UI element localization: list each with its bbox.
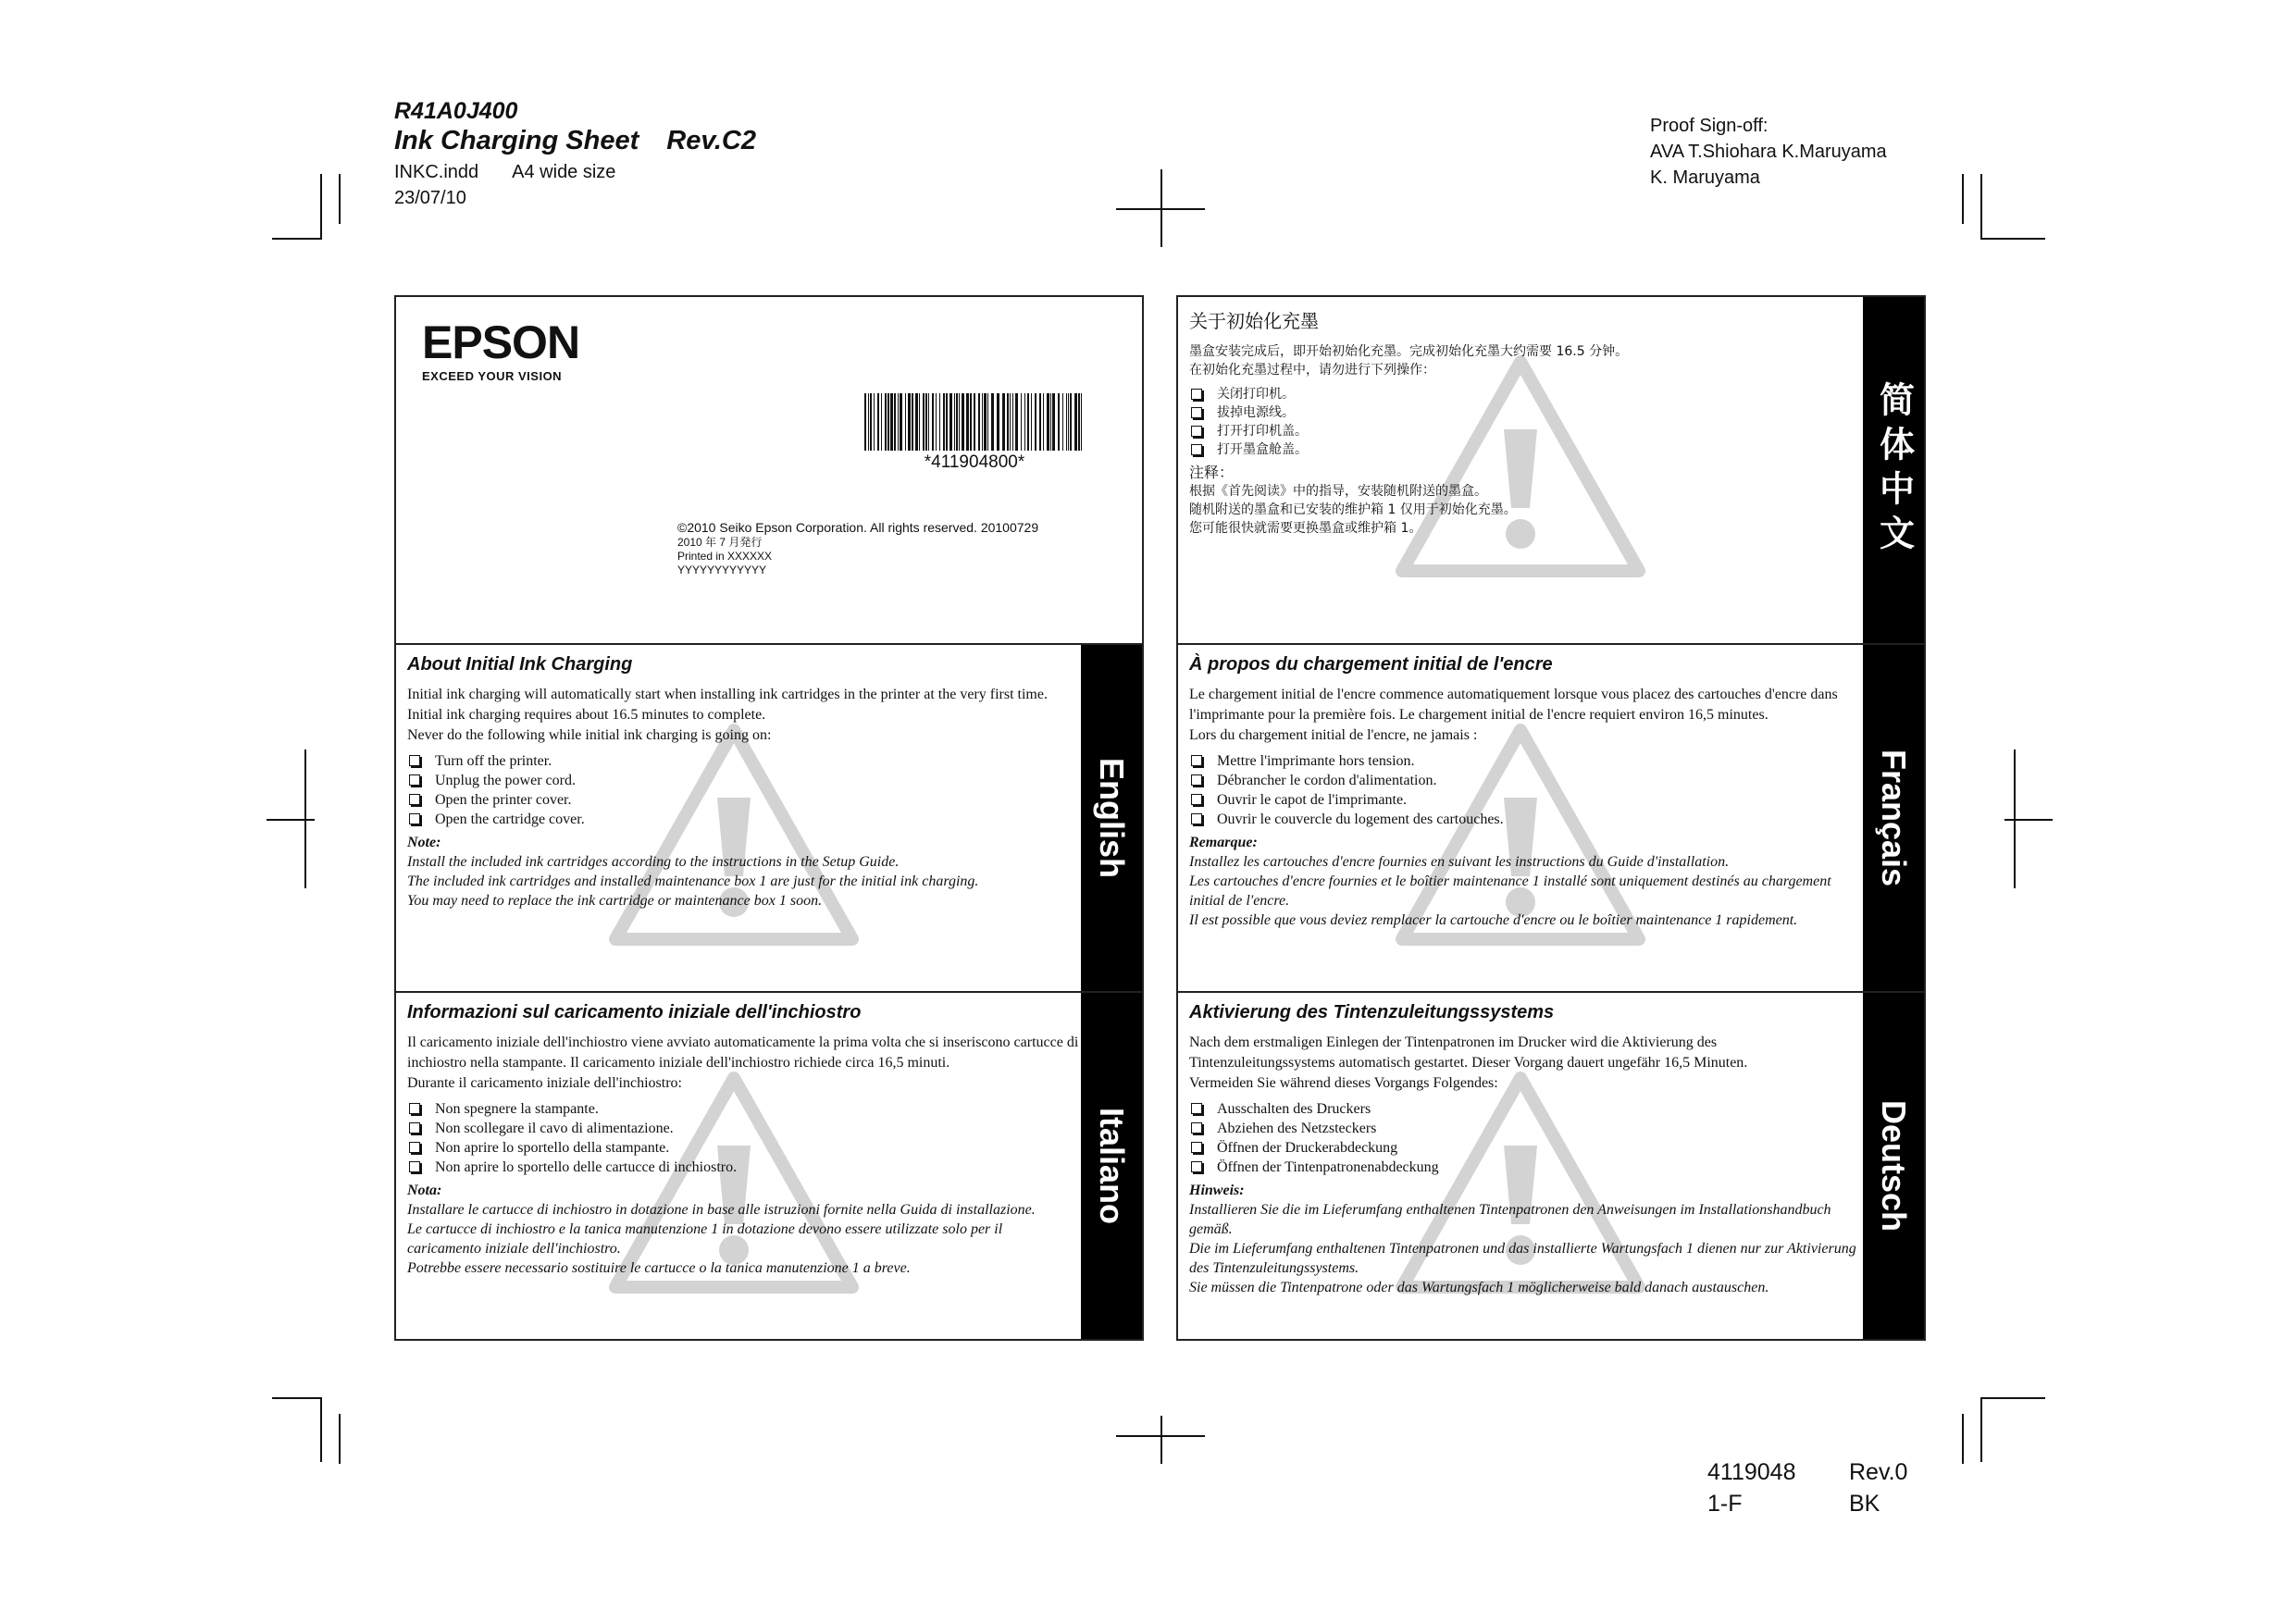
french-content xyxy=(1189,654,1861,985)
french-note-2: Les cartouches d'encre fournies et le boîtier maintenance 1 installé sont uniquement destinés au chargement initial de l'encre. xyxy=(1189,873,1831,909)
italian-note-2: Le cartucce di inchiostro e la tanica manutenzione 1 in dotazione devono essere utilizzate solo per il caricamento iniziale dell'inchiostro. xyxy=(407,1221,1003,1257)
barcode xyxy=(864,393,1085,451)
list-item: 拔掉电源线。 xyxy=(1189,403,1861,422)
italian-checklist xyxy=(407,1099,1079,1177)
italian-tab-label: Italiano xyxy=(1093,1107,1131,1225)
barcode-number: *411904800* xyxy=(924,452,1025,472)
list-item: Turn off the printer. xyxy=(407,751,1079,771)
italian-paragraph-1: Il caricamento iniziale dell'inchiostro viene avviato automaticamente la prima volta che si inseriscono cartucce di inchiostro nella stampante. Il caricamento iniziale dell'inchiostro richiede circa 16,5 minuti. xyxy=(407,1035,1079,1071)
french-checklist xyxy=(1189,751,1861,829)
file-name: INKC.indd xyxy=(394,162,479,182)
copyright: ©2010 Seiko Epson Corporation. All rights reserved. 20100729 xyxy=(677,520,1039,535)
english-paragraph-2: Never do the following while initial ink charging is going on: xyxy=(407,727,772,743)
english-paragraph-1: Initial ink charging will automatically start when installing ink cartridges in the printer at the very first time. Initial ink charging requires about 16.5 minutes to complete. xyxy=(407,687,1048,723)
english-title: About Initial Ink Charging xyxy=(407,654,633,675)
list-item: Öffnen der Druckerabdeckung xyxy=(1189,1138,1861,1158)
italian-note-label: Nota: xyxy=(407,1183,442,1198)
list-item: Non scollegare il cavo di alimentazione. xyxy=(407,1119,1079,1138)
list-item: Abziehen des Netzsteckers xyxy=(1189,1119,1861,1138)
german-tab-label: Deutsch xyxy=(1875,1099,1913,1233)
german-note-2: Die im Lieferumfang enthaltenen Tintenpatronen und das installierte Wartungsfach 1 dienen nur zur Aktivierung des Tintenzuleitungssystems. xyxy=(1189,1241,1856,1276)
french-note-3: Il est possible que vous deviez remplacer la cartouche d'encre ou le boîtier maintenance 1 rapidement. xyxy=(1189,912,1798,928)
german-title: Aktivierung des Tintenzuleitungssystems xyxy=(1189,1002,1555,1022)
paper-size: A4 wide size xyxy=(512,162,616,182)
english-tab-label: English xyxy=(1093,757,1131,879)
chinese-paragraph-1: 墨盒安装完成后，即开始初始化充墨。完成初始化充墨大约需要 16.5 分钟。 xyxy=(1189,344,1629,359)
list-item: Débrancher le cordon d'alimentation. xyxy=(1189,771,1861,790)
english-language-tab xyxy=(1081,645,1142,991)
issue-date-jp: 2010 年 7 月発行 xyxy=(677,536,763,549)
document-code: R41A0J400 xyxy=(394,98,518,124)
english-content xyxy=(407,654,1079,985)
title-text: Ink Charging Sheet xyxy=(394,126,639,155)
list-item: Non aprire lo sportello delle cartucce di inchiostro. xyxy=(407,1158,1079,1177)
sheet-side: 1-F xyxy=(1707,1491,1743,1517)
german-note-3: Sie müssen die Tintenpatrone oder das Wartungsfach 1 möglicherweise bald danach austauschen. xyxy=(1189,1280,1769,1295)
german-paragraph-2: Vermeiden Sie während dieses Vorgangs Folgendes: xyxy=(1189,1075,1498,1091)
french-note-1: Installez les cartouches d'encre fournies en suivant les instructions du Guide d'installation. xyxy=(1189,854,1730,870)
chinese-paragraph-2: 在初始化充墨过程中，请勿进行下列操作： xyxy=(1189,363,1435,378)
chinese-note-2: 随机附送的墨盒和已安装的维护箱 1 仅用于初始化充墨。 xyxy=(1189,502,1517,517)
list-item: Unplug the power cord. xyxy=(407,771,1079,790)
list-item: Ouvrir le capot de l'imprimante. xyxy=(1189,790,1861,810)
chinese-tab-label: 简体中文 xyxy=(1873,381,1913,559)
german-language-tab xyxy=(1863,993,1924,1339)
list-item: Non spegnere la stampante. xyxy=(407,1099,1079,1119)
german-note-label: Hinweis: xyxy=(1189,1183,1245,1198)
document-title xyxy=(394,126,756,156)
chinese-note-label: 注释： xyxy=(1189,464,1235,481)
part-number: 4119048 xyxy=(1707,1459,1796,1485)
proof-names: AVA T.Shiohara K.Maruyama xyxy=(1650,142,1887,162)
footer-revision: Rev.0 xyxy=(1849,1459,1908,1485)
print-color: BK xyxy=(1849,1491,1880,1517)
file-info xyxy=(394,162,615,183)
italian-paragraph-2: Durante il caricamento iniziale dell'inchiostro: xyxy=(407,1075,682,1091)
italian-content xyxy=(407,1002,1079,1333)
list-item: Open the printer cover. xyxy=(407,790,1079,810)
epson-tagline: EXCEED YOUR VISION xyxy=(422,369,563,383)
italian-note-1: Installare le cartucce di inchiostro in dotazione in base alle istruzioni fornite nella Guida di installazione. xyxy=(407,1202,1036,1218)
epson-panel xyxy=(394,295,1144,645)
english-note-label: Note: xyxy=(407,835,441,850)
list-item: Ausschalten des Druckers xyxy=(1189,1099,1861,1119)
proof-label: Proof Sign-off: xyxy=(1650,116,1769,136)
english-note-2: The included ink cartridges and installed maintenance box 1 are just for the initial ink charging. xyxy=(407,873,979,889)
chinese-panel xyxy=(1176,295,1926,645)
italian-title: Informazioni sul caricamento iniziale dell'inchiostro xyxy=(407,1002,862,1022)
proof-names-2: K. Maruyama xyxy=(1650,167,1760,188)
german-checklist xyxy=(1189,1099,1861,1177)
french-paragraph-2: Lors du chargement initial de l'encre, ne jamais : xyxy=(1189,727,1478,743)
english-panel xyxy=(394,643,1144,993)
german-note-1: Installieren Sie die im Lieferumfang enthaltenen Tintenpatronen den Anweisungen im Installationshandbuch gemäß. xyxy=(1189,1202,1831,1237)
chinese-language-tab xyxy=(1863,297,1924,643)
french-language-tab xyxy=(1863,645,1924,991)
italian-panel xyxy=(394,991,1144,1341)
german-panel xyxy=(1176,991,1926,1341)
copyright-block xyxy=(677,519,1038,577)
chinese-note-3: 您可能很快就需要更换墨盒或维护箱 1。 xyxy=(1189,521,1422,536)
german-paragraph-1: Nach dem erstmaligen Einlegen der Tintenpatronen im Drucker wird die Aktivierung des Tintenzuleitungssystems automatisch gestartet. Dieser Vorgang dauert ungefähr 16,5 Minuten. xyxy=(1189,1035,1748,1071)
proof-signoff xyxy=(1650,113,1887,191)
english-note-1: Install the included ink cartridges according to the instructions in the Setup Guide. xyxy=(407,854,900,870)
list-item: 关闭打印机。 xyxy=(1189,385,1861,403)
footer-codes xyxy=(1707,1456,1991,1519)
german-content xyxy=(1189,1002,1861,1333)
french-tab-label: Français xyxy=(1875,749,1913,887)
list-item: 打开墨盒舱盖。 xyxy=(1189,440,1861,459)
french-note-label: Remarque: xyxy=(1189,835,1258,850)
italian-language-tab xyxy=(1081,993,1142,1339)
revision: Rev.C2 xyxy=(666,126,756,155)
french-panel xyxy=(1176,643,1926,993)
list-item: 打开打印机盖。 xyxy=(1189,422,1861,440)
printed-in: Printed in XXXXXX xyxy=(677,550,773,563)
document-date: 23/07/10 xyxy=(394,188,466,208)
list-item: Mettre l'imprimante hors tension. xyxy=(1189,751,1861,771)
chinese-note-1: 根据《首先阅读》中的指导，安装随机附送的墨盒。 xyxy=(1189,484,1487,499)
print-code: YYYYYYYYYYYY xyxy=(677,564,767,576)
list-item: Öffnen der Tintenpatronenabdeckung xyxy=(1189,1158,1861,1177)
chinese-checklist xyxy=(1189,385,1861,459)
list-item: Ouvrir le couvercle du logement des cartouches. xyxy=(1189,810,1861,829)
french-title: À propos du chargement initial de l'encre xyxy=(1189,654,1553,675)
english-note-3: You may need to replace the ink cartridge or maintenance box 1 soon. xyxy=(407,893,823,909)
epson-logo: EPSON xyxy=(422,316,580,368)
list-item: Non aprire lo sportello della stampante. xyxy=(407,1138,1079,1158)
italian-note-3: Potrebbe essere necessario sostituire le cartucce o la tanica manutenzione 1 a breve. xyxy=(407,1260,911,1276)
chinese-title: 关于初始化充墨 xyxy=(1189,310,1319,332)
english-checklist xyxy=(407,751,1079,829)
french-paragraph-1: Le chargement initial de l'encre commence automatiquement lorsque vous placez des cartouches d'encre dans l'imprimante pour la première fois. Le chargement initial de l'encre requiert environ 16,5 minutes. xyxy=(1189,687,1838,723)
chinese-content xyxy=(1189,306,1861,638)
list-item: Open the cartridge cover. xyxy=(407,810,1079,829)
